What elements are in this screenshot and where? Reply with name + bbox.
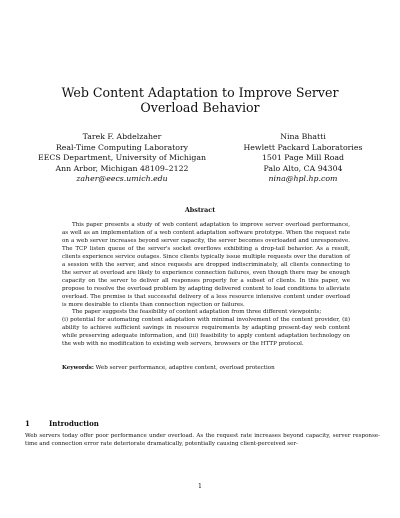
intro-paragraph: Web servers today offer poor performance under overload. As the request rate increases beyond capacity, server response-time and connection error rate deteriorate dramatically, potentially causing client-perceived ser-	[25, 433, 380, 447]
section-number: 1	[25, 419, 30, 428]
author-name: Tarek F. Abdelzaher	[82, 132, 162, 141]
section-title: Introduction	[49, 419, 99, 428]
author-affiliation-line: Real-Time Computing Laboratory	[55, 142, 189, 152]
section-heading	[25, 419, 99, 428]
author-affiliation-line: EECS Department, University of Michigan	[38, 153, 207, 163]
author-affiliation-line: 1501 Page Mill Road	[261, 153, 345, 163]
author-block-1	[38, 132, 206, 185]
author-email: nina@hpl.hp.com	[268, 174, 338, 184]
author-affiliation-line: Ann Arbor, Michigan 48109–2122	[55, 163, 189, 173]
abstract-heading: Abstract	[184, 206, 216, 214]
keywords	[62, 365, 362, 373]
abstract-paragraph: This paper presents a study of web content adaptation to improve server overload performance, as well as an implementation of a web content adaptation software prototype. When the request rate on a web server increases beyond server capacity, the server becomes overloaded and unresponsive. The TCP listen queue of the server's socket overflows exhibiting a drop-tail behavior. As a result, clients experience service outages. Since clients typically issue multiple requests over the duration of a session with the server, and since requests are dropped indiscriminately, all clients connecting to the server at overload are likely to experience connection failures, even though there may be enough capacity on the server to deliver all responses properly for a subset of clients. In this paper, we propose to resolve the overload problem by adapting delivered content to load conditions to alleviate overload. The premise is that successful delivery of a less resource intensive content under overload is more desirable to clients than connection rejection or failures.	[62, 222, 350, 308]
author-email: zaher@eecs.umich.edu	[76, 174, 168, 184]
author-name: Nina Bhatti	[280, 132, 326, 141]
keywords-label: Keywords:	[62, 365, 94, 371]
abstract-paragraph: (i) potential for automating content adaptation with minimal involvement of the content provider, (ii) ability to achieve sufficient savings in resource requirements by adapting present-day web content while preserving adequate information, and (iii) feasibility to apply content adaptation technology on the web with no modification to existing web servers, browsers or the HTTP protocol.	[62, 317, 350, 348]
page-number: 1	[198, 483, 202, 490]
abstract-paragraph: The paper suggests the feasibility of content adaptation from three different viewpoints;	[72, 309, 322, 316]
author-block-2	[228, 132, 378, 185]
paper-title: Web Content Adaptation to Improve Server Overload Behavior	[61, 85, 339, 115]
keywords-text: Web server performance, adaptive content, overload protection	[95, 365, 275, 371]
author-affiliation-line: Hewlett Packard Laboratories	[243, 142, 363, 152]
abstract-body	[62, 222, 350, 349]
author-affiliation-line: Palo Alto, CA 94304	[263, 163, 343, 173]
